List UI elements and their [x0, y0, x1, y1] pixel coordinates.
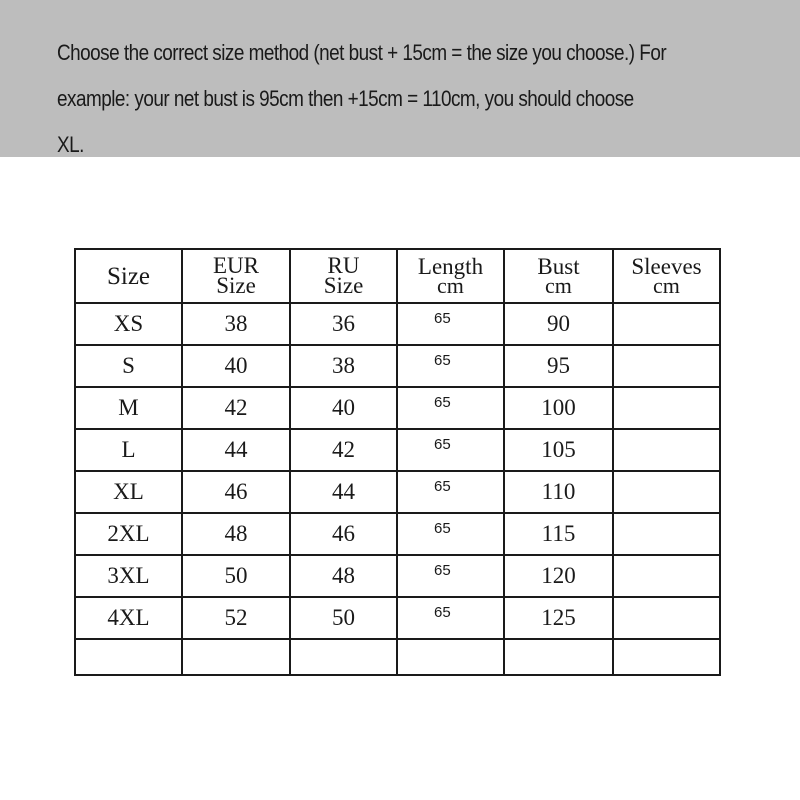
cell-empty [182, 639, 290, 675]
cell-sleeves [613, 597, 720, 639]
instructions-line-2: example: your net bust is 95cm then +15cm = 110cm, you should choose [57, 86, 634, 111]
cell-eur: 50 [182, 555, 290, 597]
cell-eur: 42 [182, 387, 290, 429]
cell-eur: 52 [182, 597, 290, 639]
cell-bust: 115 [504, 513, 613, 555]
cell-size: L [75, 429, 182, 471]
cell-size: M [75, 387, 182, 429]
cell-ru: 48 [290, 555, 397, 597]
header-bust [504, 249, 613, 303]
cell-size: 2XL [75, 513, 182, 555]
table-row [75, 471, 720, 513]
cell-eur: 38 [182, 303, 290, 345]
instructions-banner [0, 0, 800, 157]
cell-sleeves [613, 345, 720, 387]
header-length-unit: cm [437, 273, 464, 298]
cell-empty [504, 639, 613, 675]
cell-bust: 95 [504, 345, 613, 387]
cell-bust: 100 [504, 387, 613, 429]
cell-length: 65 [397, 387, 504, 429]
cell-sleeves [613, 303, 720, 345]
cell-size: 3XL [75, 555, 182, 597]
header-size [75, 249, 182, 303]
header-size-label: Size [106, 262, 151, 290]
cell-size: XS [75, 303, 182, 345]
cell-ru: 42 [290, 429, 397, 471]
header-sleeves [613, 249, 720, 303]
header-bust-unit: cm [545, 273, 572, 298]
header-length-label: Length [417, 254, 484, 279]
instructions-line-3: XL. [57, 132, 84, 157]
header-sleeves-unit: cm [653, 273, 680, 298]
cell-length: 65 [397, 303, 504, 345]
cell-bust: 90 [504, 303, 613, 345]
cell-length: 65 [397, 345, 504, 387]
cell-ru: 38 [290, 345, 397, 387]
size-table [74, 248, 721, 676]
cell-eur: 46 [182, 471, 290, 513]
header-sleeves-label: Sleeves [631, 254, 702, 279]
cell-size: S [75, 345, 182, 387]
cell-sleeves [613, 429, 720, 471]
cell-eur: 40 [182, 345, 290, 387]
cell-bust: 120 [504, 555, 613, 597]
header-ru-label: RU [327, 253, 360, 278]
cell-sleeves [613, 513, 720, 555]
table-row [75, 513, 720, 555]
table-row [75, 345, 720, 387]
header-eur-size-label: Size [216, 273, 256, 298]
cell-sleeves [613, 387, 720, 429]
cell-empty [75, 639, 182, 675]
cell-eur: 44 [182, 429, 290, 471]
cell-ru: 46 [290, 513, 397, 555]
cell-bust: 110 [504, 471, 613, 513]
cell-bust: 105 [504, 429, 613, 471]
cell-empty [397, 639, 504, 675]
table-header-row [75, 249, 720, 303]
cell-ru: 36 [290, 303, 397, 345]
header-eur-size [182, 249, 290, 303]
cell-length: 65 [397, 597, 504, 639]
header-bust-label: Bust [537, 254, 580, 279]
cell-empty [290, 639, 397, 675]
instructions-line-1: Choose the correct size method (net bust + 15cm = the size you choose.) For [57, 40, 667, 65]
table-row-empty [75, 639, 720, 675]
cell-size: XL [75, 471, 182, 513]
table-row [75, 555, 720, 597]
cell-empty [613, 639, 720, 675]
cell-length: 65 [397, 513, 504, 555]
header-length [397, 249, 504, 303]
cell-eur: 48 [182, 513, 290, 555]
cell-bust: 125 [504, 597, 613, 639]
cell-ru: 44 [290, 471, 397, 513]
table-row [75, 303, 720, 345]
table-row [75, 387, 720, 429]
cell-size: 4XL [75, 597, 182, 639]
cell-sleeves [613, 555, 720, 597]
header-eur-label: EUR [213, 253, 259, 278]
cell-length: 65 [397, 471, 504, 513]
cell-ru: 50 [290, 597, 397, 639]
header-ru-size [290, 249, 397, 303]
cell-length: 65 [397, 429, 504, 471]
table-row [75, 597, 720, 639]
header-ru-size-label: Size [323, 273, 364, 298]
cell-length: 65 [397, 555, 504, 597]
cell-sleeves [613, 471, 720, 513]
cell-ru: 40 [290, 387, 397, 429]
instructions-text [57, 30, 667, 168]
table-row [75, 429, 720, 471]
